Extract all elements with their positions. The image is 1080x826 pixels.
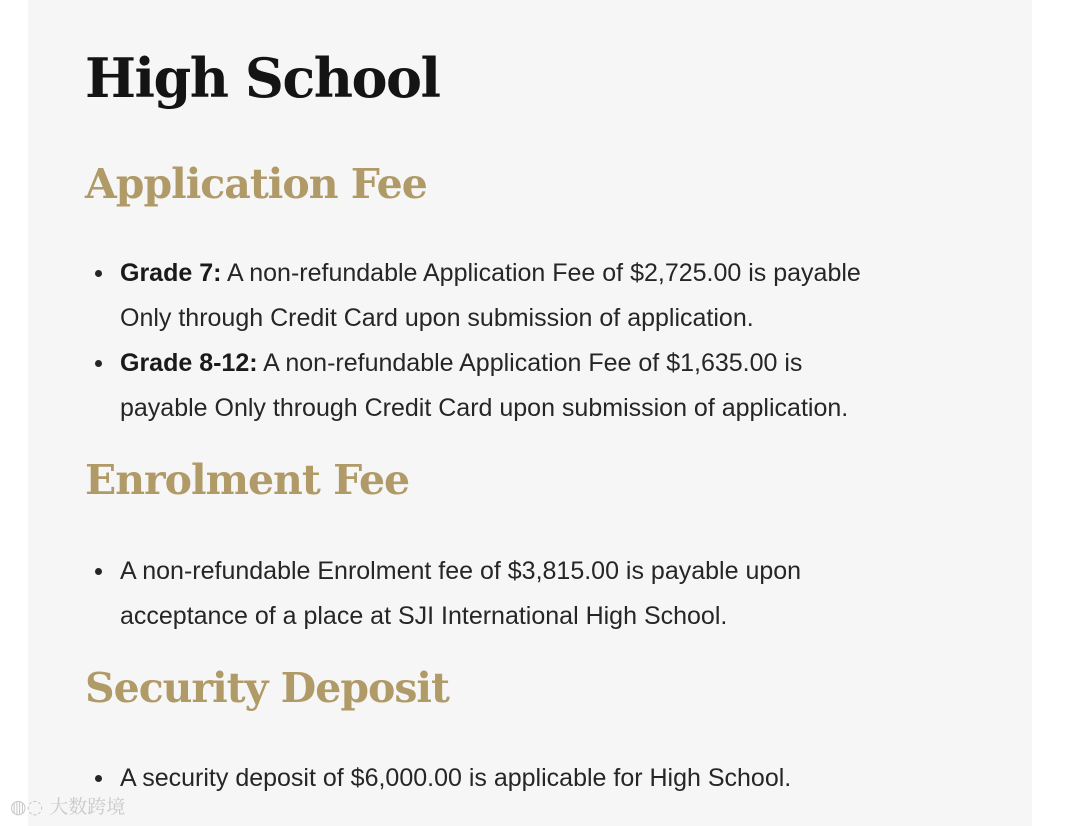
- watermark-logo-icon: ◍◌: [10, 796, 50, 818]
- bullet-icon: [95, 775, 102, 782]
- application-fee-list: [85, 251, 965, 431]
- security-deposit-heading: Security Deposit: [85, 664, 449, 712]
- bullet-icon: [95, 360, 102, 367]
- watermark: [10, 792, 125, 819]
- list-item-grade-7: [85, 251, 965, 341]
- bullet-icon: [95, 568, 102, 575]
- item-text: A non-refundable Enrolment fee of $3,815.00 is payable upon: [120, 557, 802, 585]
- application-fee-heading: Application Fee: [85, 160, 427, 208]
- item-text-continued: Only through Credit Card upon submission of application.: [120, 304, 754, 332]
- list-item-enrolment: [85, 549, 965, 639]
- list-item-grade-8-12: [85, 341, 965, 431]
- enrolment-fee-list: [85, 549, 965, 639]
- bullet-icon: [95, 270, 102, 277]
- enrolment-fee-heading: Enrolment Fee: [85, 456, 410, 504]
- item-text: A non-refundable Application Fee of $1,635.00 is: [257, 349, 803, 377]
- item-label: Grade 8-12:: [120, 349, 258, 377]
- item-text: A non-refundable Application Fee of $2,725.00 is payable: [221, 259, 861, 287]
- page-title: High School: [85, 46, 440, 110]
- watermark-text: 大数跨境: [49, 796, 126, 818]
- item-text-continued: payable Only through Credit Card upon submission of application.: [120, 394, 849, 422]
- item-text: A security deposit of $6,000.00 is applicable for High School.: [120, 764, 792, 792]
- security-deposit-list: [85, 756, 965, 801]
- list-item-security-deposit: [85, 756, 965, 801]
- item-text-continued: acceptance of a place at SJI International High School.: [120, 602, 728, 630]
- page-background: [28, 0, 1032, 826]
- item-label: Grade 7:: [120, 259, 222, 287]
